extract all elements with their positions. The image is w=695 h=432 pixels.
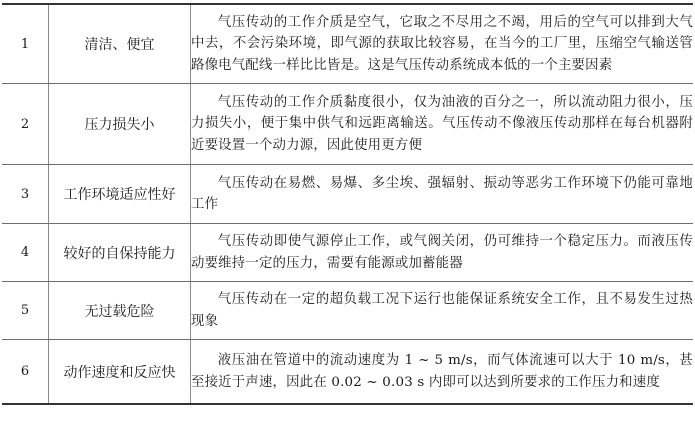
table-row [2, 224, 693, 282]
table-row [2, 165, 693, 224]
description-cell: 气压传动的工作介质黏度很小，仅为油液的百分之一，所以流动阻力很小，压力损失小，便于集中供气和远距离输送。气压传动不像液压传动那样在每台机器附近要设置一个动力源，因此使用更方便 [191, 84, 694, 165]
row-number: 2 [2, 84, 49, 165]
feature-cell: 较好的自保持能力 [49, 224, 191, 282]
description-cell: 气压传动即使气源停止工作，或气阀关闭，仍可维持一个稳定压力。而液压传动要维持一定的压力，需要有能源或加蓄能器 [191, 224, 694, 282]
description-cell: 气压传动在易燃、易爆、多尘埃、强辐射、振动等恶劣工作环境下仍能可靠地工作 [191, 165, 694, 224]
feature-cell: 清洁、便宜 [49, 4, 191, 84]
table-row [2, 340, 693, 405]
feature-cell: 无过载危险 [49, 282, 191, 340]
table-row [2, 84, 693, 165]
description-cell: 气压传动的工作介质是空气，它取之不尽用之不竭，用后的空气可以排到大气中去，不会污染环境，即气源的获取比较容易，在当今的工厂里，压缩空气输送管路像电气配线一样比比皆是。这是气压传动系统成本低的一个主要因素 [191, 4, 694, 84]
table-row [2, 282, 693, 340]
description-cell: 液压油在管道中的流动速度为 1 ~ 5 m/s，而气体流速可以大于 10 m/s，甚至接近于声速，因此在 0.02 ~ 0.03 s 内即可以达到所要求的工作压力和速度 [191, 340, 694, 405]
feature-cell: 工作环境适应性好 [49, 165, 191, 224]
feature-cell: 动作速度和反应快 [49, 340, 191, 405]
row-number: 3 [2, 165, 49, 224]
row-number: 4 [2, 224, 49, 282]
table-row [2, 4, 693, 84]
description-cell: 气压传动在一定的超负载工况下运行也能保证系统安全工作，且不易发生过热现象 [191, 282, 694, 340]
row-number: 5 [2, 282, 49, 340]
row-number: 6 [2, 340, 49, 405]
row-number: 1 [2, 4, 49, 84]
feature-cell: 压力损失小 [49, 84, 191, 165]
advantages-table [2, 3, 693, 405]
